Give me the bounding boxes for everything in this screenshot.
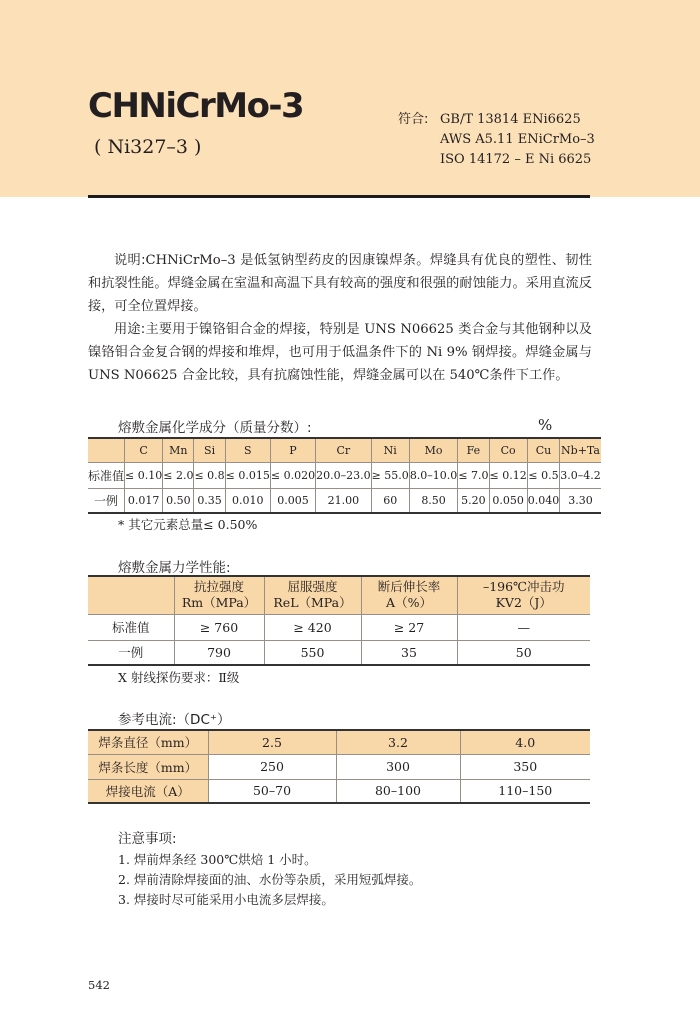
row-label: 焊接电流（A） [88, 779, 208, 803]
table-cell: 0.35 [194, 488, 225, 513]
mechanical-table [88, 575, 590, 666]
column-header: Mn [163, 438, 194, 462]
table-cell: 0.017 [125, 488, 163, 513]
table-cell: ≥ 55.0 [371, 462, 409, 488]
table-cell: ≤ 0.5 [527, 462, 560, 488]
table-cell: 21.00 [316, 488, 371, 513]
column-header: Ni [371, 438, 409, 462]
usage-text: 主要用于镍铬钼合金的焊接，特别是 UNS N06625 类合金与其他钢种以及镍铬钼合金复合钢的焊接和堆焊，也可用于低温条件下的 Ni 9% 钢焊接。焊缝金属与 UNS N06625 合金比较，具有抗腐蚀性能，焊缝金属可以在 540℃条件下工作。 [88, 322, 592, 383]
column-header: S [225, 438, 270, 462]
column-header: C [125, 438, 163, 462]
standard-item: ISO 14172 – E Ni 6625 [440, 152, 592, 167]
table-cell: 0.050 [489, 488, 527, 513]
header-unit: KV2（J） [495, 595, 552, 611]
header-rule [88, 195, 590, 198]
table-cell: ≤ 0.12 [489, 462, 527, 488]
chemical-note: * 其它元素总量≤ 0.50% [118, 517, 258, 532]
table-cell: ≤ 0.10 [125, 462, 163, 488]
description-text: CHNiCrMo–3 是低氢钠型药皮的因康镍焊条。焊缝具有优良的塑性、韧性和抗裂性能。焊缝金属在室温和高温下具有较高的强度和很强的耐蚀能力。采用直流反接，可全位置焊接。 [88, 253, 592, 314]
table-row [88, 462, 601, 488]
page-title: CHNiCrMo-3 [88, 86, 304, 126]
table-cell: 2.5 [208, 730, 336, 754]
standard-item: GB/T 13814 ENi6625 [440, 112, 581, 127]
table-cell: 3.0–4.2 [560, 462, 601, 488]
column-header: Cr [316, 438, 371, 462]
column-header: P [270, 438, 315, 462]
current-table [88, 729, 590, 804]
column-header [457, 576, 590, 614]
table-cell: 790 [174, 640, 264, 665]
header-line: 抗拉强度 [193, 579, 244, 595]
table-cell: 0.040 [527, 488, 560, 513]
column-header [361, 576, 457, 614]
column-header: Cu [527, 438, 560, 462]
chemical-table [88, 437, 601, 514]
mechanical-title: 熔敷金属力学性能: [118, 560, 231, 576]
row-label: 焊条直径（mm） [88, 730, 208, 754]
table-cell: ≤ 2.0 [163, 462, 194, 488]
list-item: 3. 焊接时尽可能采用小电流多层焊接。 [118, 892, 334, 907]
table-row [88, 754, 590, 779]
table-row [88, 640, 590, 665]
table-cell: 250 [208, 754, 336, 779]
standards-label: 符合: [398, 112, 429, 127]
header-line: –196℃冲击功 [482, 579, 565, 595]
mechanical-header-row [88, 576, 590, 614]
table-row [88, 779, 590, 803]
header-unit: A（%） [386, 595, 432, 611]
table-cell: 5.20 [458, 488, 489, 513]
chemical-unit: % [538, 416, 553, 434]
header-unit: Rm（MPa） [181, 595, 257, 611]
column-header [88, 438, 125, 462]
column-header: Si [194, 438, 225, 462]
table-cell: 80–100 [336, 779, 460, 803]
table-cell: ≤ 0.015 [225, 462, 270, 488]
chemical-title: 熔敷金属化学成分（质量分数）: [118, 420, 312, 436]
table-cell: ≤ 0.8 [194, 462, 225, 488]
table-cell: 0.010 [225, 488, 270, 513]
table-cell: 550 [264, 640, 361, 665]
table-row [88, 488, 601, 513]
column-header [264, 576, 361, 614]
table-cell: ≤ 7.0 [458, 462, 489, 488]
row-label: 标准值 [88, 614, 174, 640]
table-cell: 20.0–23.0 [316, 462, 371, 488]
column-header [174, 576, 264, 614]
list-item: 2. 焊前清除焊接面的油、水份等杂质，采用短弧焊接。 [118, 872, 422, 887]
table-cell: 110–150 [460, 779, 590, 803]
usage-paragraph [88, 318, 592, 387]
row-label: 标准值 [88, 462, 125, 488]
standards-list [440, 110, 595, 170]
table-cell: 8.50 [409, 488, 458, 513]
table-cell: 35 [361, 640, 457, 665]
column-header: Nb+Ta [560, 438, 601, 462]
table-cell: 350 [460, 754, 590, 779]
header-line: 屈服强度 [287, 579, 338, 595]
header-line: 断后伸长率 [377, 579, 441, 595]
usage-label: 用途: [114, 322, 146, 337]
description-label: 说明: [114, 253, 146, 268]
table-row [88, 614, 590, 640]
table-cell: 300 [336, 754, 460, 779]
chemical-header-row [88, 438, 601, 462]
column-header [88, 576, 174, 614]
standard-item: AWS A5.11 ENiCrMo–3 [440, 132, 595, 147]
table-cell: 50–70 [208, 779, 336, 803]
description-paragraph [88, 249, 592, 318]
table-cell: 0.50 [163, 488, 194, 513]
page-number: 542 [88, 978, 110, 992]
column-header: Mo [409, 438, 458, 462]
table-cell: 60 [371, 488, 409, 513]
column-header: Co [489, 438, 527, 462]
notes-title: 注意事项: [118, 831, 177, 847]
row-label: 焊条长度（mm） [88, 754, 208, 779]
table-cell: — [457, 614, 590, 640]
table-row [88, 730, 590, 754]
table-cell: 3.2 [336, 730, 460, 754]
list-item: 1. 焊前焊条经 300℃烘焙 1 小时。 [118, 852, 317, 867]
row-label: 一例 [88, 488, 125, 513]
table-cell: ≤ 0.020 [270, 462, 315, 488]
xray-note: X 射线探伤要求：Ⅱ级 [118, 670, 240, 685]
row-label: 一例 [88, 640, 174, 665]
column-header: Fe [458, 438, 489, 462]
table-cell: 50 [457, 640, 590, 665]
page-subtitle: ( Ni327–3 ) [94, 136, 202, 158]
table-cell: ≥ 27 [361, 614, 457, 640]
table-cell: ≥ 760 [174, 614, 264, 640]
table-cell: 4.0 [460, 730, 590, 754]
table-cell: ≥ 420 [264, 614, 361, 640]
current-title: 参考电流:（DC⁺） [118, 712, 231, 728]
header-unit: ReL（MPa） [273, 595, 352, 611]
table-cell: 8.0–10.0 [409, 462, 458, 488]
table-cell: 3.30 [560, 488, 601, 513]
table-cell: 0.005 [270, 488, 315, 513]
